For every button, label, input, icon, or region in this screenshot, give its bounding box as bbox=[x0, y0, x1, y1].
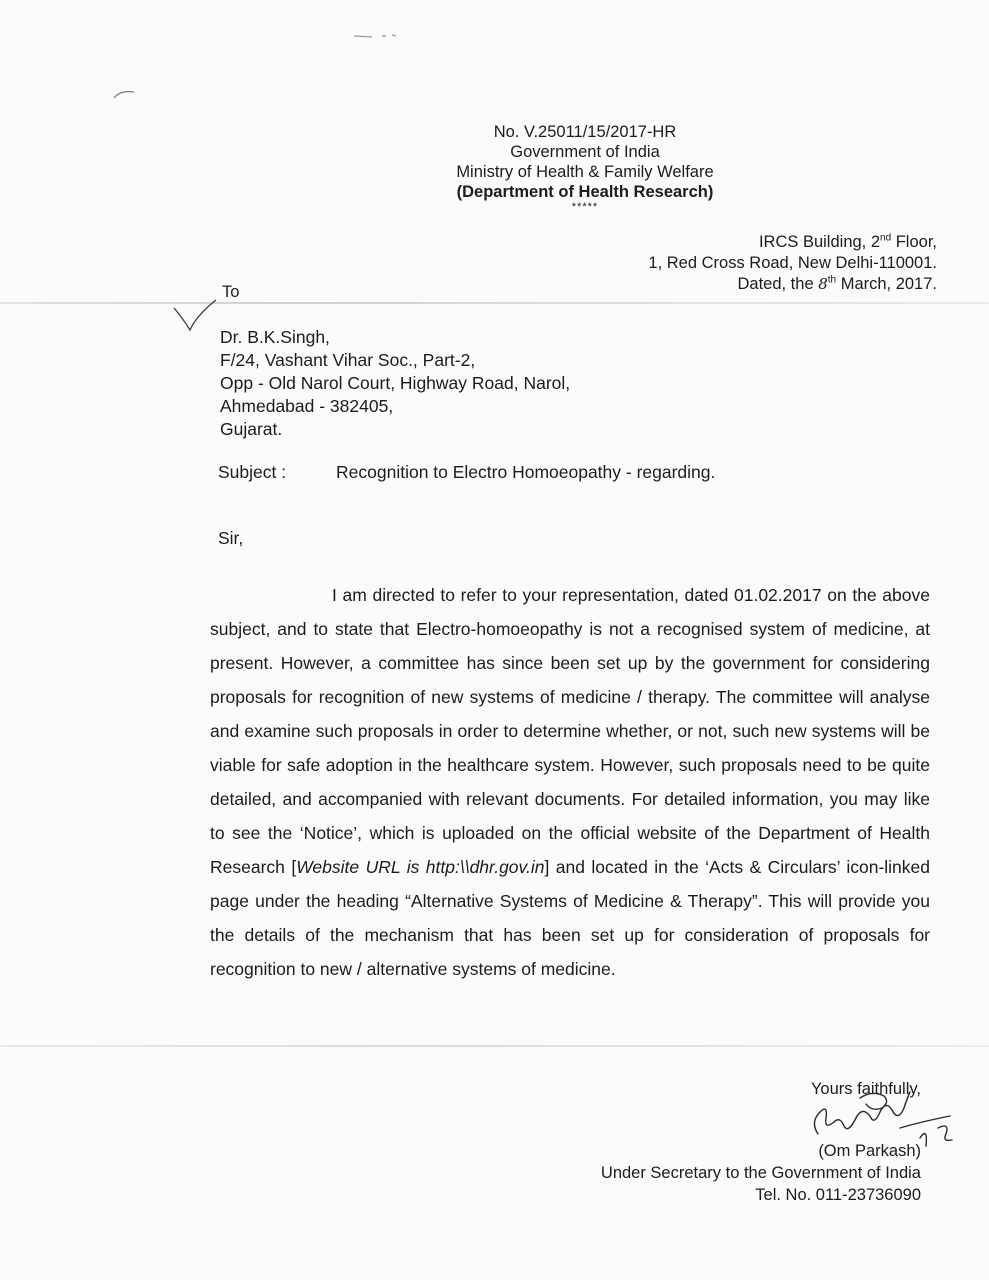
recipient-line: Ahmedabad - 382405, bbox=[220, 396, 394, 416]
recipient-address bbox=[220, 326, 570, 441]
subject-line bbox=[218, 462, 715, 483]
scan-fold-line-top bbox=[0, 302, 989, 304]
reference-number: No. V.25011/15/2017-HR bbox=[493, 123, 677, 141]
road-line: 1, Red Cross Road, New Delhi-110001. bbox=[648, 254, 937, 272]
signatory-designation: Under Secretary to the Government of India bbox=[600, 1164, 921, 1182]
subject-label: Subject : bbox=[218, 462, 287, 482]
recipient-line: Gujarat. bbox=[220, 419, 283, 439]
department-name: (Department of Health Research) bbox=[456, 183, 714, 201]
handwritten-date: 8 bbox=[818, 275, 828, 293]
recipient-line: Opp - Old Narol Court, Highway Road, Narol, bbox=[220, 373, 571, 393]
letter-header bbox=[430, 122, 740, 212]
handwritten-signature bbox=[800, 1082, 970, 1152]
scan-speck bbox=[352, 34, 398, 38]
header-separator: ***** bbox=[571, 201, 599, 213]
handwritten-tick-mark bbox=[170, 298, 220, 334]
closing: Yours faithfully, bbox=[810, 1080, 921, 1098]
building-line: IRCS Building, 2nd Floor, bbox=[758, 232, 937, 251]
recipient-line: F/24, Vashant Vihar Soc., Part-2, bbox=[220, 350, 476, 370]
to-label: To bbox=[222, 283, 240, 301]
ministry-name: Ministry of Health & Family Welfare bbox=[456, 163, 714, 181]
date-line: Dated, the 8th March, 2017. bbox=[737, 274, 937, 293]
recipient-name: Dr. B.K.Singh, bbox=[220, 327, 330, 347]
letter-body: I am directed to refer to your representation, dated 01.02.2017 on the above subject, and to state that Electro-homoeopathy is not a recognised system of medicine, at present. However, a committee has since been set up by the government for considering proposals for recognition of new systems of medicine / therapy. The committee will analyse and examine such proposals in order to determine whether, or not, such new systems will be viable for safe adoption in the healthcare system. However, such proposals need to be quite detailed, and accompanied with relevant documents. For detailed information, you may like to see the ‘Notice’, which is uploaded on the official website of the Department of Health Research [Website URL is http:\\dhr.gov.in] and located in the ‘Acts & Circulars’ icon-linked page under the heading “Alternative Systems of Medicine & Therapy”. This will provide you the details of the mechanism that has been set up for consideration of proposals for recognition to new / alternative systems of medicine. bbox=[210, 585, 931, 979]
scan-corner-mark bbox=[112, 88, 136, 100]
sender-address bbox=[517, 232, 937, 295]
scan-fold-line-bottom bbox=[0, 1045, 989, 1047]
subject-text: Recognition to Electro Homoeopathy - regarding. bbox=[336, 462, 716, 482]
signatory-name: (Om Parkash) bbox=[818, 1142, 921, 1160]
signatory-phone: Tel. No. 011-23736090 bbox=[755, 1186, 921, 1204]
government-name: Government of India bbox=[510, 143, 660, 161]
salutation: Sir, bbox=[218, 528, 244, 548]
website-url: Website URL is http:\\dhr.gov.in bbox=[296, 857, 545, 877]
